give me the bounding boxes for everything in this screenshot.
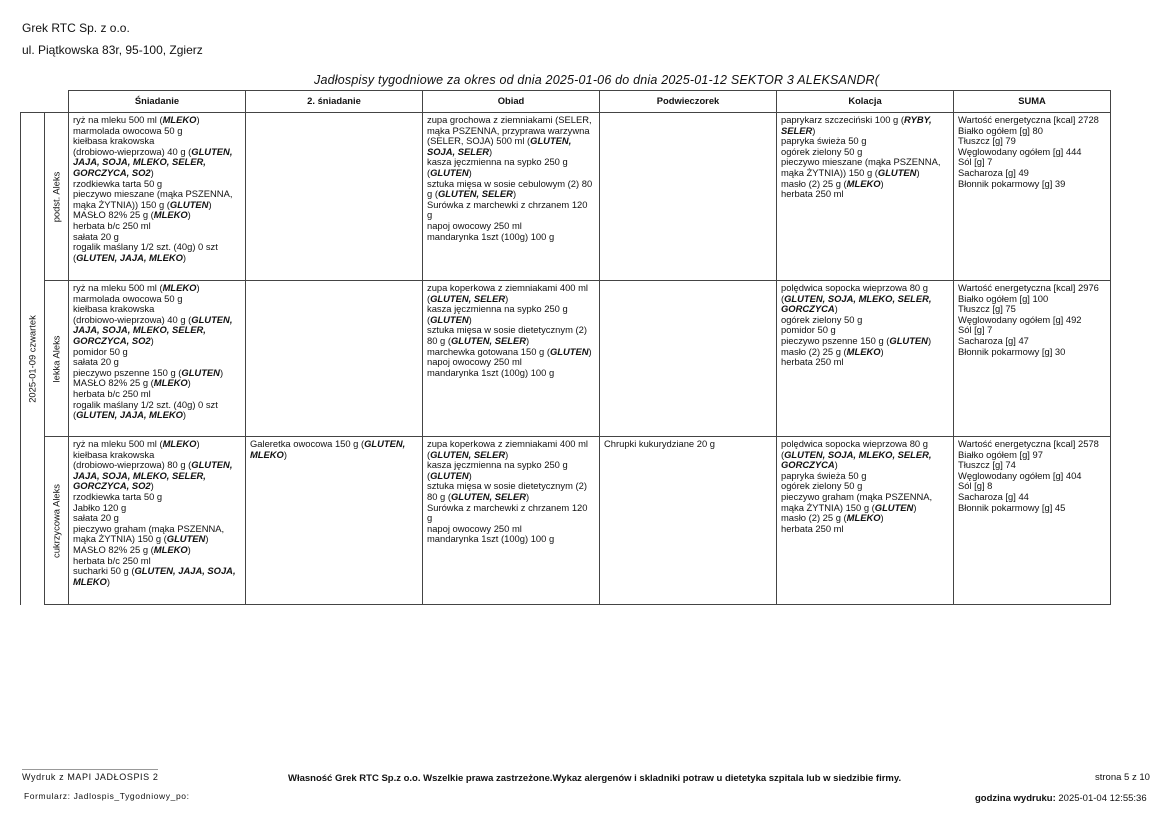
meal-line: mąka ŻYTNIA)) 150 g (GLUTEN) [781, 166, 920, 178]
meal-line: Sól [g] 8 [958, 480, 993, 492]
meal-line: pomidor 50 g [73, 345, 128, 357]
diet-cell [45, 281, 69, 437]
meal-line: marchewka gotowana 150 g (GLUTEN) [427, 345, 592, 357]
meal-line: pomidor 50 g [781, 324, 836, 336]
allergen-text: GLUTEN [877, 166, 917, 178]
meal-line: paprykarz szczeciński 100 g (RYBY, [781, 114, 932, 125]
allergen-text: GLUTEN, SELER [450, 334, 526, 346]
meal-line: Sól [g] 7 [958, 156, 993, 168]
meal-line: 80 g (GLUTEN, SELER) [427, 334, 530, 346]
meal-line: GORCZYCA, SO2) [73, 166, 154, 178]
meal-line: masło (2) 25 g (MLEKO) [781, 512, 884, 524]
allergen-text: GLUTEN [166, 533, 206, 545]
meal-line: Sacharoza [g] 47 [958, 334, 1029, 346]
meal-line: (GLUTEN) [427, 313, 472, 325]
allergen-text: RYBY, [903, 114, 932, 125]
meal-cell-second-breakfast [246, 437, 423, 605]
meal-line: Białko ogółem [g] 97 [958, 448, 1043, 460]
meal-line: Białko ogółem [g] 100 [958, 292, 1049, 304]
meal-line: sałata 20 g [73, 230, 119, 242]
allergen-text: GLUTEN, JAJA, MLEKO [76, 409, 183, 421]
column-header-breakfast: Śniadanie [69, 91, 246, 113]
header-spacer [45, 91, 69, 113]
meal-line: Błonnik pokarmowy [g] 45 [958, 501, 1066, 513]
nutrition-summary-cell [954, 281, 1111, 437]
meal-line: ryż na mleku 500 ml (MLEKO) [73, 438, 200, 449]
meal-line: pieczywo pszenne 150 g (GLUTEN) [781, 334, 932, 346]
column-header-second-breakfast: 2. śniadanie [246, 91, 423, 113]
meal-line: Jabłko 120 g [73, 501, 127, 513]
allergen-text: GLUTEN, SELER [450, 490, 526, 502]
meal-line: (GLUTEN) [427, 166, 472, 178]
meal-line: sztuka mięsa w sosie dietetycznym (2) [427, 324, 587, 336]
meal-cell-breakfast [69, 437, 246, 605]
meal-line: (SELER, SOJA) 500 ml (GLUTEN, [427, 135, 572, 147]
meal-line: Wartość energetyczna [kcal] 2578 [958, 438, 1099, 449]
meal-line: GORCZYCA) [781, 303, 838, 315]
meal-line: kiełbasa krakowska [73, 303, 155, 315]
meal-line: (GLUTEN, SOJA, MLEKO, SELER, [781, 448, 932, 460]
meal-line: MASŁO 82% 25 g (MLEKO) [73, 543, 191, 555]
meal-line: ryż na mleku 500 ml (MLEKO) [73, 282, 200, 293]
allergen-text: MLEKO [153, 543, 188, 555]
meal-line: MLEKO) [250, 448, 287, 460]
meal-line: herbata b/c 250 ml [73, 387, 151, 399]
allergen-text: GORCZYCA, SO2 [73, 166, 151, 178]
column-header-sum: SUMA [954, 91, 1111, 113]
meal-line: Błonnik pokarmowy [g] 39 [958, 177, 1066, 189]
meal-line: pieczywo graham (mąka PSZENNA, [73, 522, 225, 534]
meal-line: MASŁO 82% 25 g (MLEKO) [73, 209, 191, 221]
meal-line: (GLUTEN, JAJA, MLEKO) [73, 251, 187, 263]
meal-line: kasza jęczmienna na sypko 250 g [427, 156, 568, 168]
allergen-text: MLEKO [73, 575, 107, 587]
meal-line: sucharki 50 g (GLUTEN, JAJA, SOJA, [73, 565, 236, 577]
meal-line: masło (2) 25 g (MLEKO) [781, 345, 884, 357]
meal-cell-breakfast [69, 281, 246, 437]
allergen-text: GLUTEN [430, 166, 469, 178]
allergen-text: GLUTEN [430, 313, 469, 325]
allergen-text: MLEKO [162, 114, 197, 125]
meal-line: ogórek zielony 50 g [781, 480, 863, 492]
allergen-text: MLEKO [846, 345, 881, 357]
allergen-text: GLUTEN, SELER [430, 448, 506, 460]
allergen-text: GLUTEN, JAJA, SOJA, [134, 565, 236, 577]
meal-line: papryka świeża 50 g [781, 469, 867, 481]
allergen-text: GLUTEN, [191, 313, 233, 325]
meal-line: marmolada owocowa 50 g [73, 124, 183, 136]
menu-table [20, 90, 1111, 605]
meal-line: MLEKO) [73, 575, 110, 587]
meal-line: Sól [g] 7 [958, 324, 993, 336]
allergen-text: MLEKO [153, 377, 188, 389]
page-title: Jadłospisy tygodniowe za okres od dnia 2025-01-06 do dnia 2025-01-12 SEKTOR 3 ALEKSANDR( [314, 73, 880, 87]
meal-line: g (GLUTEN, SELER) [427, 188, 517, 200]
meal-line: sztuka mięsa w sosie cebulowym (2) 80 [427, 177, 593, 189]
allergen-text: MLEKO [162, 438, 197, 449]
allergen-text: MLEKO [153, 209, 188, 221]
meal-line: mąka PSZENNA, przyprawa warzywna [427, 124, 590, 136]
header-spacer [21, 91, 45, 113]
meal-line: rzodkiewka tarta 50 g [73, 490, 163, 502]
allergen-text: MLEKO [846, 512, 881, 524]
meal-cell-second-breakfast [246, 281, 423, 437]
allergen-text: GLUTEN, [191, 145, 233, 157]
table-row [21, 281, 1111, 437]
meal-line: rzodkiewka tarta 50 g [73, 177, 163, 189]
meal-cell-lunch [423, 113, 600, 281]
allergen-text: GORCZYCA [781, 459, 835, 471]
company-name: Grek RTC Sp. z o.o. [22, 21, 130, 35]
meal-line: napoj owocowy 250 ml [427, 356, 522, 368]
meal-line: Galeretka owocowa 150 g (GLUTEN, [250, 438, 406, 449]
meal-line: Sacharoza [g] 49 [958, 166, 1029, 178]
meal-cell-afternoon-snack [600, 437, 777, 605]
meal-line: kasza jęczmienna na sypko 250 g [427, 303, 568, 315]
allergen-text: GORCZYCA, SO2 [73, 480, 151, 492]
meal-line: kiełbasa krakowska [73, 135, 155, 147]
meal-line: Węglowodany ogółem [g] 444 [958, 145, 1082, 157]
nutrition-summary-cell [954, 437, 1111, 605]
meal-cell-second-breakfast [246, 113, 423, 281]
allergen-text: GLUTEN, SOJA, MLEKO, SELER, [784, 448, 932, 460]
meal-line: marmolada owocowa 50 g [73, 292, 183, 304]
allergen-text: GORCZYCA [781, 303, 835, 315]
meal-line: Węglowodany ogółem [g] 404 [958, 469, 1082, 481]
column-header-afternoon-snack: Podwieczorek [600, 91, 777, 113]
meal-line: sztuka mięsa w sosie dietetycznym (2) [427, 480, 587, 492]
meal-cell-dinner [777, 437, 954, 605]
footer-copyright-notice: Własność Grek RTC Sp.z o.o. Wszelkie prawa zastrzeżone.Wykaz alergenów i skladniki potraw u dietetyka szpitala lub w siedzibie firmy. [288, 773, 902, 784]
allergen-text: GLUTEN [181, 366, 220, 378]
meal-cell-afternoon-snack [600, 113, 777, 281]
allergen-text: GLUTEN, SELER [430, 292, 506, 304]
meal-line: Tłuszcz [g] 75 [958, 303, 1016, 315]
meal-line: kiełbasa krakowska [73, 448, 155, 460]
meal-line: (GLUTEN, SOJA, MLEKO, SELER, [781, 292, 932, 304]
meal-line: (GLUTEN) [427, 469, 472, 481]
footer-divider [22, 769, 158, 770]
allergen-text: JAJA, SOJA, MLEKO, SELER, [73, 156, 206, 168]
page-number: strona 5 z 10 [1095, 772, 1150, 783]
allergen-text: GLUTEN [169, 198, 209, 210]
meal-line: polędwica sopocka wieprzowa 80 g [781, 282, 928, 293]
diet-label: cukrzycowa Aleks [50, 483, 62, 558]
meal-line: pieczywo pszenne 150 g (GLUTEN) [73, 366, 224, 378]
company-address: ul. Piątkowska 83r, 95-100, Zgierz [22, 43, 203, 57]
meal-cell-dinner [777, 281, 954, 437]
allergen-text: GLUTEN, JAJA, MLEKO [76, 251, 183, 263]
meal-line: mąka ŻYTNIA) 150 g (GLUTEN) [73, 533, 209, 545]
allergen-text: GLUTEN, SOJA, MLEKO, SELER, [784, 292, 932, 304]
meal-line: sałata 20 g [73, 356, 119, 368]
meal-line: mąka ŻYTNIA)) 150 g (GLUTEN) [73, 198, 212, 210]
meal-line: (drobiowo-wieprzowa) 80 g (GLUTEN, [73, 459, 233, 471]
nutrition-summary-cell [954, 113, 1111, 281]
diet-label: podst. Aleks [50, 171, 62, 222]
meal-line: masło (2) 25 g (MLEKO) [781, 177, 884, 189]
meal-line: polędwica sopocka wieprzowa 80 g [781, 438, 928, 449]
meal-line: SELER) [781, 124, 816, 136]
meal-line: mandarynka 1szt (100g) 100 g [427, 533, 555, 545]
meal-line: ryż na mleku 500 ml (MLEKO) [73, 114, 200, 125]
meal-line: Tłuszcz [g] 74 [958, 459, 1016, 471]
allergen-text: GLUTEN, [191, 459, 233, 471]
meal-line: Białko ogółem [g] 80 [958, 124, 1043, 136]
diet-label: lekka Aleks [50, 335, 62, 382]
meal-line: (drobiowo-wieprzowa) 40 g (GLUTEN, [73, 145, 233, 157]
meal-line: herbata b/c 250 ml [73, 219, 151, 231]
allergen-text: MLEKO [162, 282, 197, 293]
meal-line: mandarynka 1szt (100g) 100 g [427, 366, 555, 378]
meal-line: zupa koperkowa z ziemniakami 400 ml [427, 438, 589, 449]
meal-line: 80 g (GLUTEN, SELER) [427, 490, 530, 502]
meal-line: Węglowodany ogółem [g] 492 [958, 313, 1082, 325]
meal-cell-lunch [423, 281, 600, 437]
allergen-text: SOJA, SELER [427, 145, 489, 157]
meal-line: Tłuszcz [g] 79 [958, 135, 1016, 147]
meal-line: mąka ŻYTNIA) 150 g (GLUTEN) [781, 501, 917, 513]
meal-line: Surówka z marchewki z chrzanem 120 g [427, 198, 588, 221]
meal-line: rogalik maślany 1/2 szt. (40g) 0 szt [73, 398, 218, 410]
meal-line: pieczywo mieszane (mąka PSZENNA, [781, 156, 941, 168]
meal-line: herbata b/c 250 ml [73, 554, 151, 566]
allergen-text: MLEKO [846, 177, 881, 189]
table-row [21, 437, 1111, 605]
print-timestamp [975, 793, 1147, 804]
meal-line: napoj owocowy 250 ml [427, 219, 522, 231]
allergen-text: GLUTEN, [364, 438, 406, 449]
print-time-label: godzina wydruku: [975, 793, 1056, 804]
allergen-text: GLUTEN, [530, 135, 572, 147]
allergen-text: GLUTEN [550, 345, 589, 357]
meal-line: Wartość energetyczna [kcal] 2976 [958, 282, 1099, 293]
allergen-text: GLUTEN [430, 469, 469, 481]
meal-line: ogórek zielony 50 g [781, 145, 863, 157]
meal-line: napoj owocowy 250 ml [427, 522, 522, 534]
meal-line: ogórek zielony 50 g [781, 313, 863, 325]
meal-line: (GLUTEN, SELER) [427, 448, 509, 460]
date-cell [21, 113, 45, 605]
meal-line: GORCZYCA, SO2) [73, 334, 154, 346]
meal-line: Sacharoza [g] 44 [958, 490, 1029, 502]
meal-line: Surówka z marchewki z chrzanem 120 g [427, 501, 588, 524]
meal-cell-lunch [423, 437, 600, 605]
meal-cell-breakfast [69, 113, 246, 281]
meal-line: kasza jęczmienna na sypko 250 g [427, 459, 568, 471]
meal-line: sałata 20 g [73, 512, 119, 524]
footer-source: Wydruk z MAPI JADŁOSPIS 2 [22, 772, 159, 782]
footer-form-name: Formularz: Jadlospis_Tygodniowy_po: [24, 791, 190, 801]
meal-line: GORCZYCA) [781, 459, 838, 471]
allergen-text: GORCZYCA, SO2 [73, 334, 151, 346]
meal-line: Chrupki kukurydziane 20 g [604, 438, 715, 449]
allergen-text: MLEKO [250, 448, 284, 460]
table-header-row [21, 91, 1111, 113]
allergen-text: JAJA, SOJA, MLEKO, SELER, [73, 469, 206, 481]
meal-line: herbata 250 ml [781, 188, 844, 200]
meal-line: pieczywo mieszane (mąka PSZENNA, [73, 188, 233, 200]
meal-line: herbata 250 ml [781, 522, 844, 534]
meal-cell-dinner [777, 113, 954, 281]
meal-line: zupa grochowa z ziemniakami (SELER, [427, 114, 592, 125]
date-label: 2025-01-09 czwartek [26, 314, 38, 403]
diet-cell [45, 113, 69, 281]
meal-line: pieczywo graham (mąka PSZENNA, [781, 490, 933, 502]
allergen-text: JAJA, SOJA, MLEKO, SELER, [73, 324, 206, 336]
meal-line: Wartość energetyczna [kcal] 2728 [958, 114, 1099, 125]
meal-line: zupa koperkowa z ziemniakami 400 ml [427, 282, 589, 293]
allergen-text: SELER [781, 124, 813, 136]
column-header-lunch: Obiad [423, 91, 600, 113]
meal-line: GORCZYCA, SO2) [73, 480, 154, 492]
allergen-text: GLUTEN [889, 334, 928, 346]
meal-line: SOJA, SELER) [427, 145, 493, 157]
meal-line: MASŁO 82% 25 g (MLEKO) [73, 377, 191, 389]
allergen-text: GLUTEN [874, 501, 914, 513]
meal-line: Błonnik pokarmowy [g] 30 [958, 345, 1066, 357]
column-header-dinner: Kolacja [777, 91, 954, 113]
meal-cell-afternoon-snack [600, 281, 777, 437]
meal-line: herbata 250 ml [781, 356, 844, 368]
meal-line: papryka świeża 50 g [781, 135, 867, 147]
meal-line: rogalik maślany 1/2 szt. (40g) 0 szt [73, 241, 218, 253]
diet-cell [45, 437, 69, 605]
meal-line: mandarynka 1szt (100g) 100 g [427, 230, 555, 242]
print-time-value: 2025-01-04 12:55:36 [1055, 793, 1147, 804]
meal-line: (GLUTEN, JAJA, MLEKO) [73, 409, 187, 421]
meal-line: (drobiowo-wieprzowa) 40 g (GLUTEN, [73, 313, 233, 325]
meal-line: (GLUTEN, SELER) [427, 292, 509, 304]
table-row [21, 113, 1111, 281]
allergen-text: GLUTEN, SELER [437, 188, 513, 200]
